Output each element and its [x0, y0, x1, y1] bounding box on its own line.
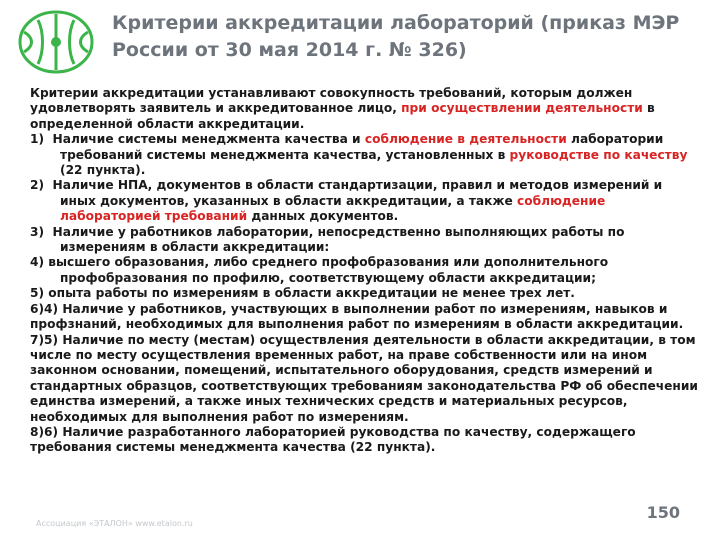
- criteria-paragraph: [30, 178, 702, 224]
- criteria-paragraph: [30, 132, 702, 178]
- paragraph-text: лаборатории требований системы менеджмента качества, установленных в: [60, 132, 664, 162]
- highlighted-text: руководстве по качеству: [509, 147, 688, 162]
- criteria-paragraph: [30, 425, 702, 456]
- paragraph-text: (22 пункта).: [60, 163, 146, 178]
- highlighted-text: при осуществлении деятельности: [401, 101, 643, 116]
- criteria-paragraph: [30, 333, 702, 425]
- footer-text: Ассоциация «ЭТАЛОН» www.etalon.ru: [36, 519, 193, 528]
- paragraph-text: 4) высшего образования, либо среднего профобразования или дополнительного профобразования по профилю, соответствующему области аккредитации;: [30, 255, 609, 285]
- paragraph-text: 6)4) Наличие у работников, участвующих в выполнении работ по измерениям, навыков и профзнаний, необходимых для выполнения работ по измерениям в области аккредитации.: [30, 301, 684, 332]
- page-title: Критерии аккредитации лабораторий (приказ МЭР России от 30 мая 2014 г. № 326): [112, 12, 680, 61]
- criteria-paragraph: [30, 86, 702, 132]
- criteria-paragraph: [30, 225, 702, 256]
- paragraph-text: 7)5) Наличие по месту (местам) осуществления деятельности в области аккредитации, в том числе по месту осуществления временных работ, на праве собственности или на ином законном основании, помещений, испытательного оборудования, средств измерений и стандартных образцов, соответствующих требованиям законодательства РФ об обеспечении единства измерений, а также иных технических средств и материальных ресурсов, необходимых для выполнения работ по измерениям.: [30, 332, 698, 424]
- criteria-text: [30, 86, 702, 456]
- logo-emblem-icon: [14, 8, 98, 76]
- paragraph-text: 2) Наличие НПА, документов в области стандартизации, правил и методов измерений и иных документов, указанных в области аккредитации, а также: [30, 178, 663, 208]
- page-number: 150: [646, 503, 680, 522]
- paragraph-text: 3) Наличие у работников лаборатории, непосредственно выполняющих работы по измерениям в области аккредитации:: [30, 224, 625, 255]
- criteria-paragraph: [30, 302, 702, 333]
- criteria-paragraph: [30, 255, 702, 286]
- paragraph-text: 5) опыта работы по измерениям в области аккредитации не менее трех лет.: [30, 286, 575, 301]
- criteria-paragraph: [30, 286, 702, 301]
- paragraph-text: в определенной области аккредитации.: [30, 101, 655, 131]
- highlighted-text: соблюдение в деятельности: [364, 132, 567, 147]
- paragraph-text: 1) Наличие системы менеджмента качества и: [30, 132, 365, 147]
- highlighted-text: соблюдение лабораторией требований: [60, 193, 606, 224]
- paragraph-text: данных документов.: [247, 209, 399, 224]
- paragraph-text: 8)6) Наличие разработанного лабораторией руководства по качеству, содержащего требования системы менеджмента качества (22 пункта).: [30, 424, 636, 455]
- paragraph-text: Критерии аккредитации устанавливают совокупность требований, которым должен удовлетворять заявитель и аккредитованное лицо,: [30, 86, 633, 116]
